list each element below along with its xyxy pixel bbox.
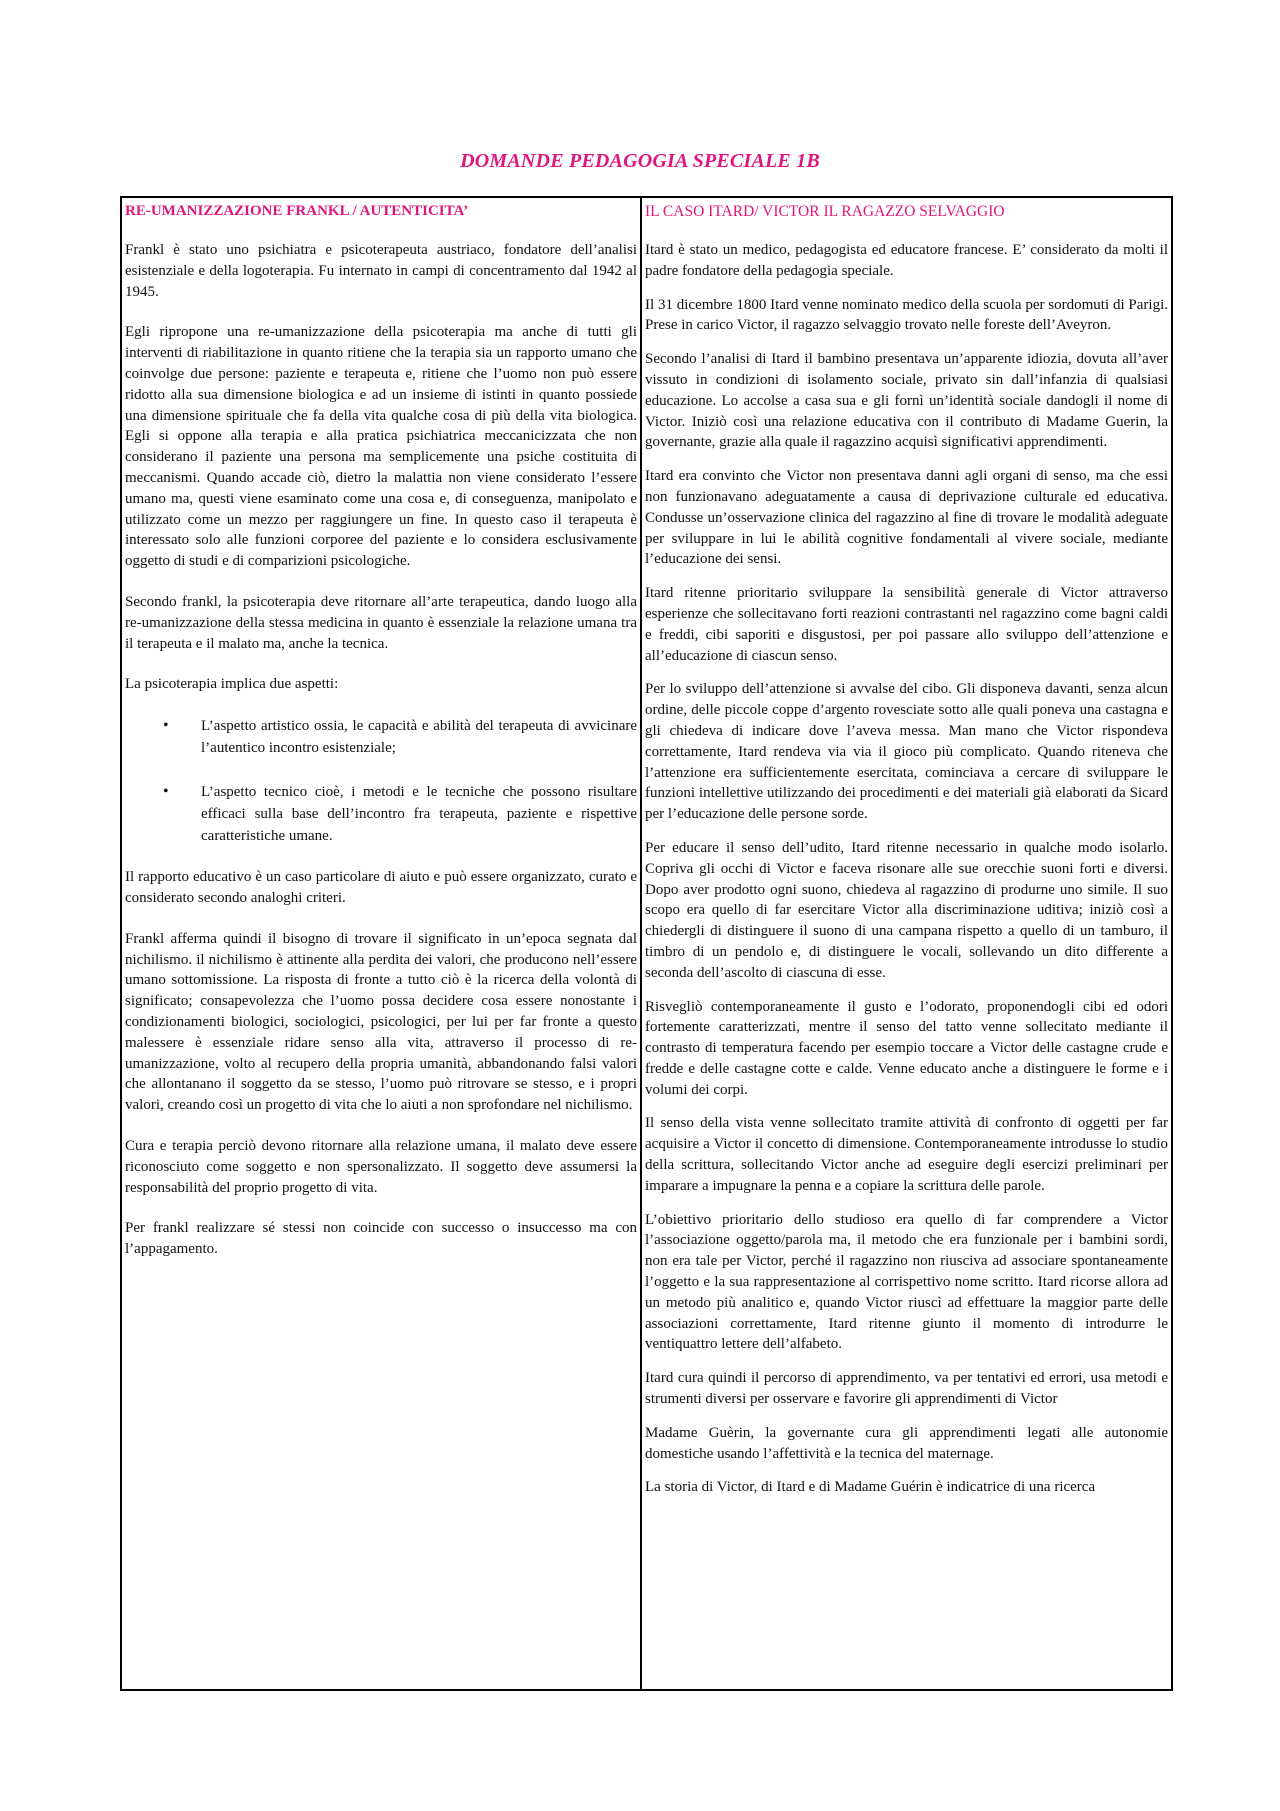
right-paragraph: Il 31 dicembre 1800 Itard venne nominato medico della scuola per sordomuti di Parigi. Prese in carico Victor, il ragazzo selvaggio trovato nelle foreste dell’Aveyron. — [645, 296, 1168, 334]
two-column-table — [120, 196, 1173, 1691]
right-column-heading: IL CASO ITARD/ VICTOR IL RAGAZZO SELVAGGIO — [645, 203, 1005, 220]
right-column — [642, 198, 1171, 1689]
left-paragraph: Cura e terapia perciò devono ritornare alla relazione umana, il malato deve essere riconosciuto come soggetto e non spersonalizzato. Il soggetto deve assumersi la responsabilità del proprio progetto di vita. — [125, 1137, 637, 1196]
right-paragraph: Madame Guèrin, la governante cura gli apprendimenti legati alle autonomie domestiche usando l’affettività e la tecnica del maternage. — [645, 1424, 1168, 1462]
left-paragraph: Secondo frankl, la psicoterapia deve ritornare all’arte terapeutica, dando luogo alla re-umanizzazione della stessa medicina in quanto è essenziale la relazione umana tra il terapeuta e il malato ma, anche la tecnica. — [125, 593, 637, 652]
right-paragraph: Itard ritenne prioritario sviluppare la sensibilità generale di Victor attraverso esperienze che sollecitavano forti reazioni contrastanti nel ragazzino come bagni caldi e freddi, cibi saporiti e disgustosi, per poi passare allo sviluppo dell’attenzione e all’educazione di ciascun senso. — [645, 585, 1168, 664]
list-item — [125, 781, 637, 847]
right-paragraph: Itard cura quindi il percorso di apprendimento, va per tentativi ed errori, usa metodi e strumenti diversi per osservare e favorire gli apprendimenti di Victor — [645, 1370, 1168, 1408]
right-paragraph: Risvegliò contemporaneamente il gusto e l’odorato, proponendogli cibi ed odori fortemente caratterizzati, mentre il senso del tatto venne sollecitato mediante il contrasto di temperatura facendo per esempio toccare a Victor delle castagne crude e fredde e delle castagne cotte e calde. Venne educato anche a distinguere le forme e i volumi dei corpi. — [645, 998, 1168, 1098]
aspects-list — [125, 715, 637, 847]
right-paragraph: L’obiettivo prioritario dello studioso era quello di far comprendere a Victor l’associazione oggetto/parola ma, il metodo che era funzionale per i bambini sordi, non era tale per Victor, perché il ragazzino non riusciva ad associare spontaneamente l’oggetto e la sua rappresentazione al corrispettivo nome scritto. Itard ricorse allora ad un metodo più analitico e, quando Victor riuscì ad effettuare la maggior parte delle associazioni correttamente, Itard ritenne giunto il momento di introdurre le ventiquattro lettere dell’alfabeto. — [645, 1211, 1168, 1353]
right-paragraph: Per educare il senso dell’udito, Itard ritenne necessario in qualche modo isolarlo. Copriva gli occhi di Victor e faceva risonare alle sue orecchie suoni forti e diversi. Dopo aver prodotto ogni suono, chiedeva al ragazzino di produrne uno simile. Il suo scopo era quello di far esercitare Victor alla discriminazione uditiva; iniziò così a chiedergli di distinguere il suono di una campana rispetto a quello di un tamburo, il timbro di un pendolo e, di distinguere le vocali, sollevando un dito differente a seconda dell’ascolto di ciascuna di esse. — [645, 839, 1168, 981]
bullet-icon: • — [163, 717, 169, 735]
left-column — [122, 198, 642, 1689]
document-title: DOMANDE PEDAGOGIA SPECIALE 1B — [460, 150, 820, 172]
left-paragraph: La psicoterapia implica due aspetti: — [125, 676, 339, 693]
list-item — [125, 715, 637, 759]
bullet-icon: • — [163, 783, 169, 801]
list-item-text: L’aspetto tecnico cioè, i metodi e le tecniche che possono risultare efficaci sulla base dell’incontro fra terapeuta, paziente e rispettive caratteristiche umane. — [201, 784, 637, 845]
left-column-heading: RE-UMANIZZAZIONE FRANKL / AUTENTICITA’ — [125, 203, 469, 219]
left-paragraph: Frankl afferma quindi il bisogno di trovare il significato in un’epoca segnata dal nichilismo. il nichilismo è attinente alla perdita dei valori, che producono nell’essere umano sottomissione. La risposta di fronte a tutto ciò è la ricerca della volontà di significato; consapevolezza che l’uomo possa decidere cosa essere nonostante i condizionamenti biologici, sociologici, psicologici, per lui per far fronte a questo malessere è essenziale ridare senso alla vita, attraverso il processo di re-umanizzazione, volto al recupero della propria umanità, abbandonando falsi valori che allontanano il soggetto da se stesso, l’uomo può ritrovare se stesso, e i propri valori, creando così un progetto di vita che lo aiuti a non sprofondare nel nichilismo. — [125, 930, 637, 1114]
right-paragraph: Itard era convinto che Victor non presentava danni agli organi di senso, ma che essi non funzionavano adeguatamente a causa di deprivazione culturale ed educativa. Condusse un’osservazione clinica del ragazzino al fine di trovare le modalità adeguate per sviluppare in lui le abilità cognitive fondamentali al vivere sociale, mediante l’educazione dei sensi. — [645, 468, 1168, 568]
right-paragraph: Il senso della vista venne sollecitato tramite attività di confronto di oggetti per far acquisire a Victor il concetto di dimensione. Contemporaneamente introdusse lo studio della scrittura, sollecitando Victor anche ad eseguire degli esercizi preliminari per imparare a impugnare la penna e a copiare la scrittura delle parole. — [645, 1115, 1168, 1194]
right-paragraph: Itard è stato un medico, pedagogista ed educatore francese. E’ considerato da molti il padre fondatore della pedagogia speciale. — [645, 242, 1168, 279]
right-paragraph: Secondo l’analisi di Itard il bambino presentava un’apparente idiozia, dovuta all’aver vissuto in condizioni di isolamento sociale, privato sin dall’infanzia di qualsiasi educazione. Lo accolse a casa sua e gli fornì un’identità sociale dandogli il nome di Victor. Iniziò così una relazione educativa con il contributo di Madame Guerin, la governante, grazie alla quale il ragazzino acquisì significativi apprendimenti. — [645, 351, 1168, 451]
left-paragraph: Egli ripropone una re-umanizzazione della psicoterapia ma anche di tutti gli interventi di riabilitazione in quanto ritiene che la terapia sia un rapporto umano che coinvolge due persone: paziente e terapeuta e, ritiene che l’uomo non può essere ridotto alla sua dimensione biologica e ad un insieme di istinti in quanto possiede una dimensione spirituale che fa della vita qualche cosa di più della vita biologica. Egli si oppone alla terapia e alla pratica psichiatrica meccanicizzata che non considerano il paziente una persona ma semplicemente una psiche costituita di meccanismi. Quando accade ciò, dietro la malattia non viene considerato l’essere umano ma, questi viene esaminato come una cosa e, di conseguenza, manipolato e utilizzato come un mezzo per raggiungere un fine. In questo caso il terapeuta è interessato solo alle funzioni corporee del paziente e lo considera esclusivamente oggetto di studi e di comparizioni psicologiche. — [125, 324, 637, 570]
left-paragraph: Per frankl realizzare sé stessi non coincide con successo o insuccesso ma con l’appagamento. — [125, 1220, 637, 1258]
left-paragraph: Il rapporto educativo è un caso particolare di aiuto e può essere organizzato, curato e considerato secondo analoghi criteri. — [125, 869, 637, 906]
right-paragraph: Per lo sviluppo dell’attenzione si avvalse del cibo. Gli disponeva davanti, senza alcun ordine, delle piccole coppe d’argento rovesciate sotto alle quali poneva una castagna e gli chiedeva di indicare dove l’aveva messa. Man mano che Victor rispondeva correttamente, Itard rendeva via via il gioco più complicato. Quando riteneva che l’attenzione era sufficientemente esercitata, cominciava a cercare di sviluppare le funzioni intellettive utilizzando dei procedimenti e dei materiali già elaborati da Sicard per l’educazione delle persone sorde. — [645, 681, 1168, 823]
right-paragraph: La storia di Victor, di Itard e di Madame Guérin è indicatrice di una ricerca — [645, 1479, 1096, 1496]
list-item-text: L’aspetto artistico ossia, le capacità e abilità del terapeuta di avvicinare l’autentico incontro esistenziale; — [201, 718, 637, 757]
left-paragraph: Frankl è stato uno psichiatra e psicoterapeuta austriaco, fondatore dell’analisi esistenziale e della logoterapia. Fu internato in campi di concentramento dal 1942 al 1945. — [125, 242, 637, 300]
